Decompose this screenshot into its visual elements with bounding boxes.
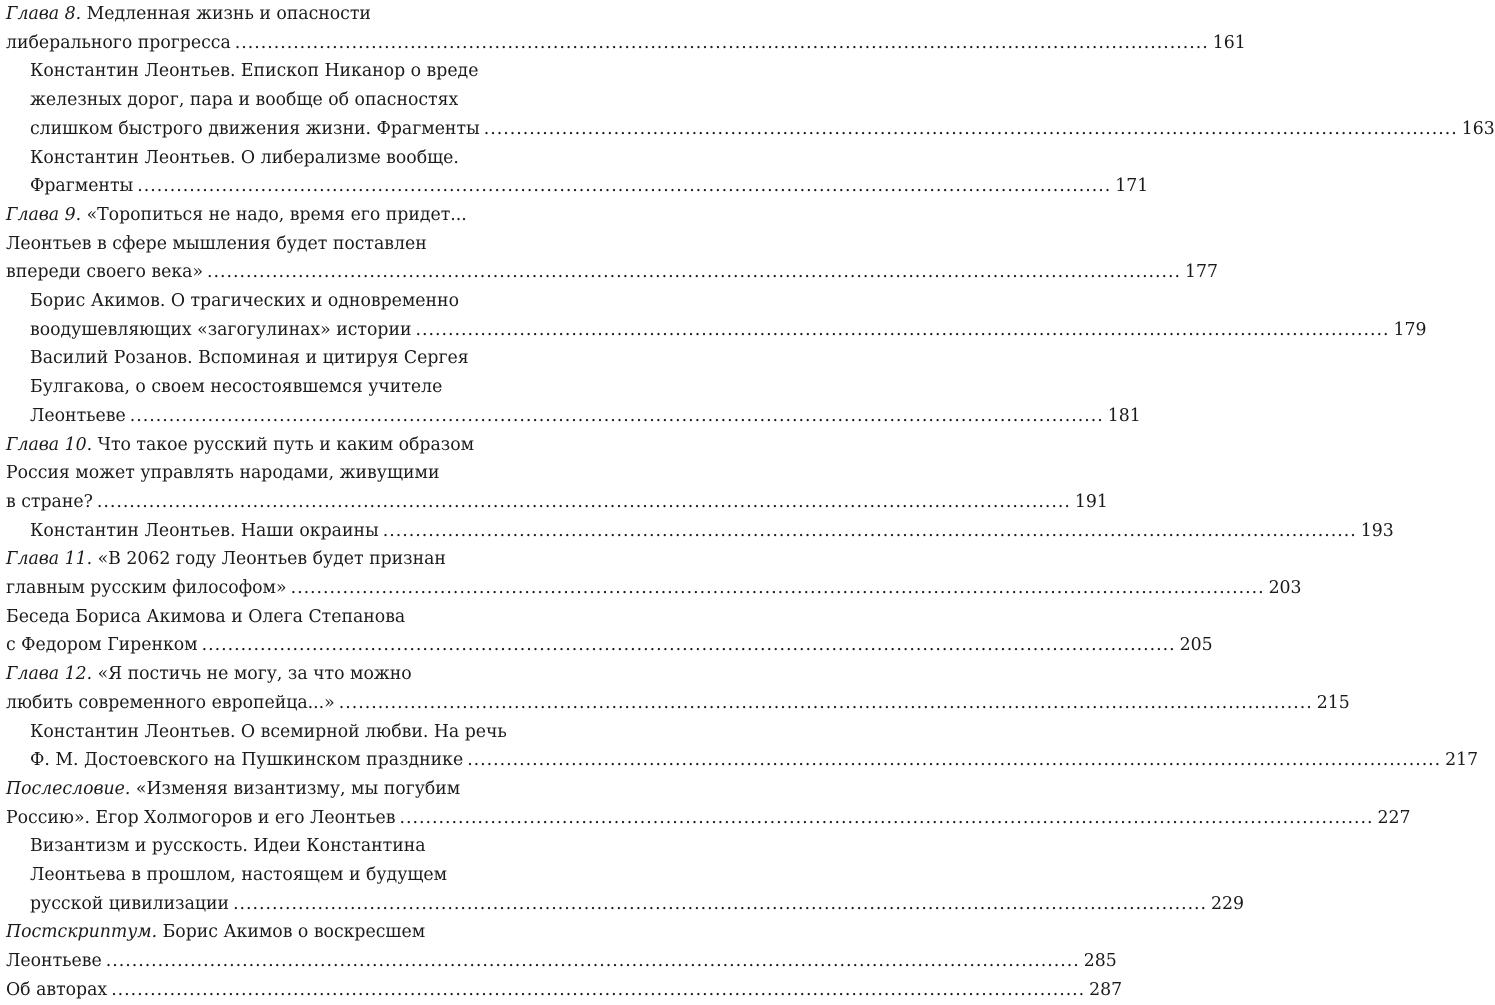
dot-leader xyxy=(291,574,1265,603)
dot-leader xyxy=(207,258,1181,287)
toc-entry-line xyxy=(30,144,507,173)
toc-entry xyxy=(6,603,1213,660)
toc-page-number: 287 xyxy=(1089,979,1123,1000)
toc-entry xyxy=(6,201,1219,287)
toc-entry-line xyxy=(6,201,507,230)
toc-entry-line xyxy=(30,373,507,402)
toc-entry-line xyxy=(30,718,507,747)
toc-page-number: 205 xyxy=(1179,635,1213,656)
toc-entry-line xyxy=(6,976,1123,1005)
toc-entry xyxy=(30,144,1149,201)
toc-entry-title: Беседа Бориса Акимова и Олега Степанова xyxy=(6,606,406,627)
dot-leader xyxy=(97,488,1071,517)
toc-entry-title: Россию». Егор Холмогоров и его Леонтьев xyxy=(6,807,396,828)
toc-entry-title: Глава 9. «Торопиться не надо, время его придет... xyxy=(6,204,467,225)
toc-entry-title: Глава 8. Медленная жизнь и опасности xyxy=(6,4,371,24)
toc-entry xyxy=(6,431,1108,517)
toc-page-number: 217 xyxy=(1445,750,1479,771)
toc-entry-line xyxy=(6,660,507,689)
toc-entry-title: Постскриптум. Борис Акимов о воскресшем xyxy=(6,922,426,943)
dot-leader xyxy=(235,29,1209,58)
toc-entry-title: Василий Розанов. Вспоминая и цитируя Сергея xyxy=(30,348,469,369)
toc-entry-line xyxy=(6,431,507,460)
toc-entry-title: Константин Леонтьев. Епископ Никанор о вреде xyxy=(30,61,479,82)
toc-entry-label: Глава 11. xyxy=(6,549,93,570)
toc-entry xyxy=(30,718,1479,775)
dot-leader xyxy=(339,689,1313,718)
toc-entry-title: русской цивилизации xyxy=(30,893,230,914)
toc-entry-line xyxy=(30,115,1495,144)
toc-entry-line xyxy=(30,316,1427,345)
dot-leader xyxy=(416,316,1390,345)
toc-entry-line xyxy=(6,230,507,259)
toc-entry-title: Россия может управлять народами, живущими xyxy=(6,463,440,484)
toc-entry-line xyxy=(6,0,507,29)
toc-entry-title: Ф. М. Достоевского на Пушкинском празднике xyxy=(30,750,464,771)
toc-entry-label: Глава 9. xyxy=(6,204,82,225)
toc-entry-title: Константин Леонтьев. О всемирной любви. На речь xyxy=(30,721,507,742)
toc-entry xyxy=(30,832,1245,918)
toc-entry-title: Константин Леонтьев. Наши окраины xyxy=(30,520,379,541)
toc-entry-title: Леонтьев в сфере мышления будет поставлен xyxy=(6,233,427,254)
dot-leader xyxy=(202,631,1176,660)
toc-entry-title: впереди своего века» xyxy=(6,262,204,283)
toc-page-number: 163 xyxy=(1461,118,1495,139)
toc-entry-line xyxy=(6,603,507,632)
toc-entry-line xyxy=(6,574,1302,603)
toc-page-number: 229 xyxy=(1211,893,1245,914)
toc-page-number: 227 xyxy=(1377,807,1411,828)
toc-entry-title: слишком быстрого движения жизни. Фрагменты xyxy=(30,118,480,139)
toc-entry-title: железных дорог, пара и вообще об опасностях xyxy=(30,90,459,111)
toc-entry-title: Фрагменты xyxy=(30,176,134,197)
toc-entry-title: главным русским философом» xyxy=(6,577,287,598)
toc-entry-line xyxy=(6,918,507,947)
toc-entry-title: Леонтьеве xyxy=(30,405,126,426)
toc-entry-title: Византизм и русскость. Идеи Константина xyxy=(30,836,426,857)
dot-leader xyxy=(233,890,1207,919)
toc-page-number: 179 xyxy=(1393,319,1427,340)
toc-entry-line xyxy=(6,775,507,804)
toc-entry-title: Глава 12. «Я постичь не могу, за что можно xyxy=(6,664,412,685)
toc-entry-title: воодушевляющих «загогулинах» истории xyxy=(30,319,412,340)
toc-entry-line xyxy=(30,344,507,373)
toc-entry-line xyxy=(30,746,1479,775)
toc-entry-title: Леонтьеве xyxy=(6,951,102,972)
toc-entry xyxy=(6,545,1302,602)
dot-leader xyxy=(106,947,1080,976)
toc-page-number: 161 xyxy=(1212,32,1246,53)
toc-entry-line xyxy=(30,517,1394,546)
toc-entry-title: Борис Акимов. О трагических и одновременно xyxy=(30,291,459,311)
dot-leader xyxy=(111,976,1085,1005)
toc-page-number: 177 xyxy=(1185,262,1219,283)
toc-entry-line xyxy=(30,57,507,86)
toc-entry-title: Глава 11. «В 2062 году Леонтьев будет признан xyxy=(6,549,446,570)
toc-entry-label: Глава 10. xyxy=(6,434,93,455)
toc-entry-title: Об авторах xyxy=(6,979,108,1000)
dot-leader xyxy=(137,172,1111,201)
toc-entry-title: либерального прогресса xyxy=(6,32,231,53)
toc-entry-label: Постскриптум. xyxy=(6,922,158,943)
toc-entry-line xyxy=(30,890,1245,919)
toc-entry-title: Глава 10. Что такое русский путь и каким образом xyxy=(6,434,475,455)
toc-entry-line xyxy=(6,488,1108,517)
toc-page-number: 191 xyxy=(1074,491,1108,512)
toc-entry-title: Послесловие. «Изменяя византизму, мы погубим xyxy=(6,778,461,799)
dot-leader xyxy=(467,746,1441,775)
dot-leader xyxy=(484,115,1458,144)
toc-entry-title: с Федором Гиренком xyxy=(6,635,198,656)
toc-entry-title: в стране? xyxy=(6,491,93,512)
toc-entry xyxy=(30,344,1141,430)
toc-entry xyxy=(30,517,1394,546)
toc-entry-line xyxy=(30,832,507,861)
toc-page-number: 171 xyxy=(1115,176,1149,197)
toc-entry-line xyxy=(6,29,1246,58)
toc-entry-label: Глава 12. xyxy=(6,664,93,685)
toc-entry-title: Булгакова, о своем несостоявшемся учителе xyxy=(30,377,443,398)
toc-page-number: 193 xyxy=(1360,520,1394,541)
toc-entry-line xyxy=(6,545,507,574)
toc-entry xyxy=(30,287,1427,344)
toc-page-number: 203 xyxy=(1268,577,1302,598)
toc-entry xyxy=(6,0,1246,57)
dot-leader xyxy=(400,804,1374,833)
toc-entry-line xyxy=(30,172,1149,201)
toc-entry-title: Константин Леонтьев. О либерализме вообще. xyxy=(30,147,459,168)
toc-entry-line xyxy=(30,861,507,890)
toc-entry-line xyxy=(6,258,1219,287)
dot-leader xyxy=(383,517,1357,546)
dot-leader xyxy=(130,402,1104,431)
toc-entry xyxy=(6,775,1411,832)
toc-entry-line xyxy=(30,287,507,316)
toc-entry xyxy=(6,976,1123,1005)
toc-entry-title: любить современного европейца...» xyxy=(6,692,335,713)
toc-entry xyxy=(6,660,1350,717)
toc-page-number: 285 xyxy=(1083,951,1117,972)
toc-entry-line xyxy=(6,689,1350,718)
toc-entry-line xyxy=(6,631,1213,660)
toc-entry-line xyxy=(6,804,1411,833)
toc-page-number: 215 xyxy=(1316,692,1350,713)
toc-page-number: 181 xyxy=(1107,405,1141,426)
toc-entry-line xyxy=(30,86,507,115)
toc-entry-line xyxy=(6,947,1117,976)
toc-entry-label: Глава 8. xyxy=(6,4,82,24)
toc-entry xyxy=(30,57,1495,143)
toc-entry-line xyxy=(6,459,507,488)
toc-entry xyxy=(6,918,1117,975)
toc-entry-title: Леонтьева в прошлом, настоящем и будущем xyxy=(30,864,448,885)
toc-entry-label: Послесловие. xyxy=(6,778,131,799)
toc-entry-line xyxy=(30,402,1141,431)
